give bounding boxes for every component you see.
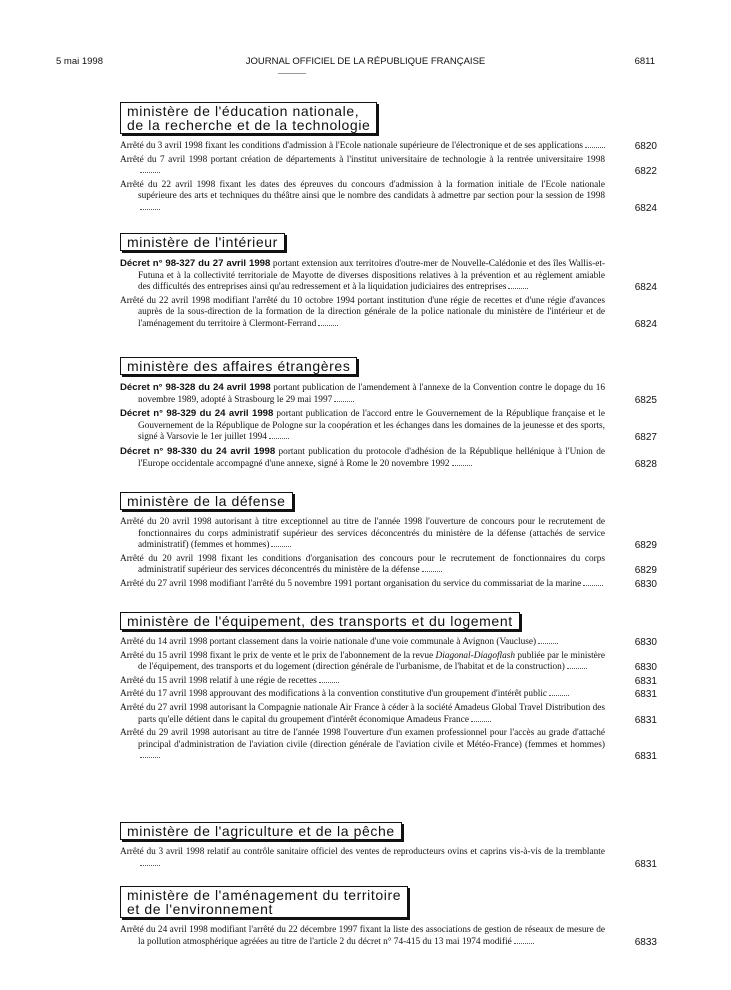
toc-entry — [120, 676, 657, 688]
decree-reference: Décret n° 98-328 du 24 avril 1998 — [120, 382, 271, 393]
toc-page-number: 6824 — [634, 282, 657, 294]
ministry-heading — [120, 612, 520, 630]
toc-entry-text: Arrêté du 15 avril 1998 relatif à une régie de recettes — [120, 676, 605, 688]
toc-entry-text: Arrêté du 20 avril 1998 fixant les conditions d'organisation des concours pour le recrutement de fonctionnaires du corps administratif supérieur des services déconcentrés du ministère de la défense — [120, 553, 605, 576]
toc-entry-text: Arrêté du 22 avril 1998 modifiant l'arrêté du 10 octobre 1994 portant institution d'une régie de recettes et d'une régie d'avances auprès de la sous-direction de la formation de la direction générale de la police nationale du ministère de l'intérieur et de l'aménagement du territoire à Clermont-Ferrand — [120, 295, 605, 329]
ministry-heading-line: ministère des affaires étrangères — [127, 358, 351, 374]
publication-title: Diagonal-Diagoflash — [435, 650, 516, 661]
decree-reference: Décret n° 98-327 du 27 avril 1998 — [120, 258, 271, 269]
dot-leader — [318, 325, 338, 326]
dot-leader — [319, 682, 339, 683]
toc-entry — [120, 847, 657, 870]
ministry-heading — [120, 233, 285, 251]
ministry-heading-line: et de l'environnement — [127, 901, 274, 917]
toc-entry-text: Arrêté du 24 avril 1998 modifiant l'arrêté du 22 décembre 1997 fixant la liste des associations de gestion de réseaux de mesure de la pollution atmosphérique agréées au titre de l'article 2 du décret n° 74-415 du 13 mai 1974 modifié — [120, 925, 605, 947]
toc-page-number: 6830 — [634, 662, 657, 674]
toc-entry-text: Arrêté du 17 avril 1998 approuvant des modifications à la convention constitutive d'un groupement d'intérêt public — [120, 689, 605, 701]
toc-entry — [120, 296, 657, 331]
toc-page-number: 6829 — [634, 565, 657, 577]
toc-entry — [120, 258, 657, 294]
ministry-heading-line: ministère de l'agriculture et de la pêche — [127, 823, 395, 839]
ministry-heading — [120, 492, 293, 510]
ministry-section — [120, 233, 657, 333]
toc-entry — [120, 579, 657, 591]
toc-entry — [120, 180, 657, 215]
toc-entry — [120, 408, 657, 444]
toc-entry-text: Arrêté du 22 avril 1998 fixant les dates des épreuves du concours d'admission à la formation initiale de l'Ecole nationale supérieure des arts et techniques du théâtre ainsi que le nombre des candidats à admettre par section pour la session de 1998 — [120, 180, 605, 215]
toc-entry-text: Arrêté du 20 avril 1998 autorisant à titre exceptionnel au titre de l'année 1998 l'ouverture de concours pour le recrutement de fonctionnaires du corps administratif supérieur des services déconcentrés du ministère de la défense (attachés de service administratif) (femmes et hommes) — [120, 517, 605, 551]
toc-page-number: 6822 — [634, 166, 657, 178]
dot-leader — [140, 172, 160, 173]
decree-reference: Décret n° 98-330 du 24 avril 1998 — [120, 445, 276, 457]
dot-leader — [508, 288, 528, 289]
toc-entry-text: Décret n° 98-327 du 27 avril 1998 portant extension aux territoires d'outre-mer de Nouvelle-Calédonie et des îles Wallis-et-Futuna et à la collectivité territoriale de Mayotte de diverses dispositions relatives à la prévention et au règlement amiable des difficultés des entreprises ainsi qu'au redressement et à la liquidation judiciaires des entreprises — [120, 258, 605, 293]
toc-page-number: 6824 — [634, 202, 657, 214]
ministry-heading-line: de la recherche et de la technologie — [127, 117, 371, 133]
toc-entry-text: Arrêté du 7 avril 1998 portant création de départements à l'institut universitaire de technologie à la rentrée universitaire 1998 — [120, 155, 605, 178]
toc-entry-text: Arrêté du 27 avril 1998 autorisant la Compagnie nationale Air France à céder à la société Amadeus Global Travel Distribution des parts qu'elle détient dans le capital du groupement d'intérêt économique Amadeus France — [120, 702, 605, 725]
ministry-heading — [120, 357, 357, 375]
toc-page-number: 6831 — [634, 714, 657, 726]
toc-entry — [120, 637, 657, 649]
dot-leader — [140, 757, 160, 758]
toc-page-number: 6824 — [634, 318, 657, 330]
ministry-section — [120, 357, 657, 472]
decree-reference: Décret n° 98-329 du 24 avril 1998 — [120, 408, 274, 420]
dot-leader — [471, 721, 491, 722]
dot-leader — [585, 147, 605, 148]
toc-entry — [120, 155, 657, 178]
dot-leader — [269, 438, 289, 439]
toc-page-number: 6825 — [634, 394, 657, 406]
dot-leader — [140, 865, 160, 866]
ministry-heading-line: ministère de l'éducation nationale, — [127, 103, 360, 119]
toc-page-number: 6828 — [634, 458, 657, 470]
toc-entry-text: Décret n° 98-329 du 24 avril 1998 portant publication de l'accord entre le Gouvernement de la République française et le Gouvernement de la République de Pologne sur la coopération et les échanges dans les domaines de la jeunesse et des sports, signé à Varsovie le 1er juillet 1994 — [120, 408, 605, 443]
toc-page-number: 6830 — [634, 578, 657, 590]
dot-leader — [583, 585, 603, 586]
dot-leader — [538, 643, 558, 644]
ministry-heading-line: ministère de l'équipement, des transports et du logement — [127, 613, 513, 629]
dot-leader — [514, 943, 534, 944]
toc-entry-text: Décret n° 98-328 du 24 avril 1998 portant publication de l'amendement à l'annexe de la Convention contre le dopage du 16 novembre 1989, adopté à Strasbourg le 29 mai 1997 — [120, 382, 605, 405]
toc-page-number: 6830 — [634, 637, 657, 648]
header-rule — [278, 73, 306, 74]
toc-entry — [120, 141, 657, 153]
ministry-section — [120, 612, 657, 765]
toc-entry — [120, 446, 657, 470]
toc-page-number: 6831 — [634, 675, 657, 687]
toc-page-number: 6820 — [634, 141, 657, 152]
ministry-heading-line: ministère de l'aménagement du territoire — [127, 887, 402, 903]
toc-entry-text: Arrêté du 3 avril 1998 fixant les conditions d'admission à l'Ecole nationale supérieure de l'électronique et de ses applications — [120, 141, 605, 153]
ministry-section — [120, 492, 657, 593]
toc-entry-text: Arrêté du 27 avril 1998 modifiant l'arrêté du 5 novembre 1991 portant organisation du service du commissariat de la marine — [120, 579, 605, 591]
toc-entry — [120, 554, 657, 577]
ministry-section — [120, 822, 657, 872]
toc-entry-text: Arrêté du 15 avril 1998 fixant le prix de vente et le prix de l'abonnement de la revue Diagonal-Diagoflash publiée par le ministère de l'équipement, des transports et du logement (direction générale de l'urbanisme, de l'habitat et de la construction) — [120, 650, 605, 673]
dot-leader — [334, 401, 354, 402]
dot-leader — [271, 546, 291, 547]
toc-entry-text: Arrêté du 14 avril 1998 portant classement dans la voirie nationale d'une voie communale à Avignon (Vaucluse) — [120, 637, 605, 649]
dot-leader — [452, 465, 472, 466]
toc-entry — [120, 703, 657, 726]
toc-entry-text: Arrêté du 3 avril 1998 relatif au contrôle sanitaire officiel des ventes de reproducteurs ovins et caprins vis-à-vis de la tremblante — [120, 847, 605, 870]
dot-leader — [422, 571, 442, 572]
toc-entry — [120, 689, 657, 701]
toc-page-number: 6829 — [634, 540, 657, 552]
ministry-heading — [120, 822, 402, 840]
toc-entry — [120, 651, 657, 674]
header-page-number: 6811 — [634, 56, 655, 67]
toc-page-number: 6833 — [634, 936, 657, 948]
toc-entry — [120, 728, 657, 763]
ministry-section — [120, 102, 657, 217]
toc-entry-text: Décret n° 98-330 du 24 avril 1998 portant publication du protocole d'adhésion de la République hellénique à l'Union de l'Europe occidentale accompagné d'une annexe, signé à Rome le 20 novembre 1992 — [120, 445, 605, 469]
dot-leader — [567, 668, 587, 669]
header-journal-title: JOURNAL OFFICIEL DE LA RÉPUBLIQUE FRANÇAISE — [245, 56, 486, 67]
dot-leader — [549, 695, 569, 696]
toc-page-number: 6831 — [634, 858, 657, 870]
toc-page-number: 6827 — [634, 432, 657, 444]
ministry-heading — [120, 102, 377, 134]
toc-page-number: 6831 — [634, 689, 657, 701]
ministry-heading — [120, 886, 408, 918]
ministry-section — [120, 886, 657, 950]
toc-entry — [120, 517, 657, 552]
ministry-heading-line: ministère de la défense — [127, 493, 286, 509]
toc-entry-text: Arrêté du 29 avril 1998 autorisant au titre de l'année 1998 l'ouverture d'un examen professionnel pour l'accès au grade d'attaché principal d'administration de l'aviation civile (direction générale de l'aviation civile et Météo-France) (femmes et hommes) — [120, 728, 605, 763]
dot-leader — [140, 209, 160, 210]
toc-entry — [120, 382, 657, 406]
header-date: 5 mai 1998 — [56, 56, 104, 67]
toc-page-number: 6831 — [634, 751, 657, 763]
toc-entry — [120, 925, 657, 948]
ministry-heading-line: ministère de l'intérieur — [127, 234, 278, 250]
